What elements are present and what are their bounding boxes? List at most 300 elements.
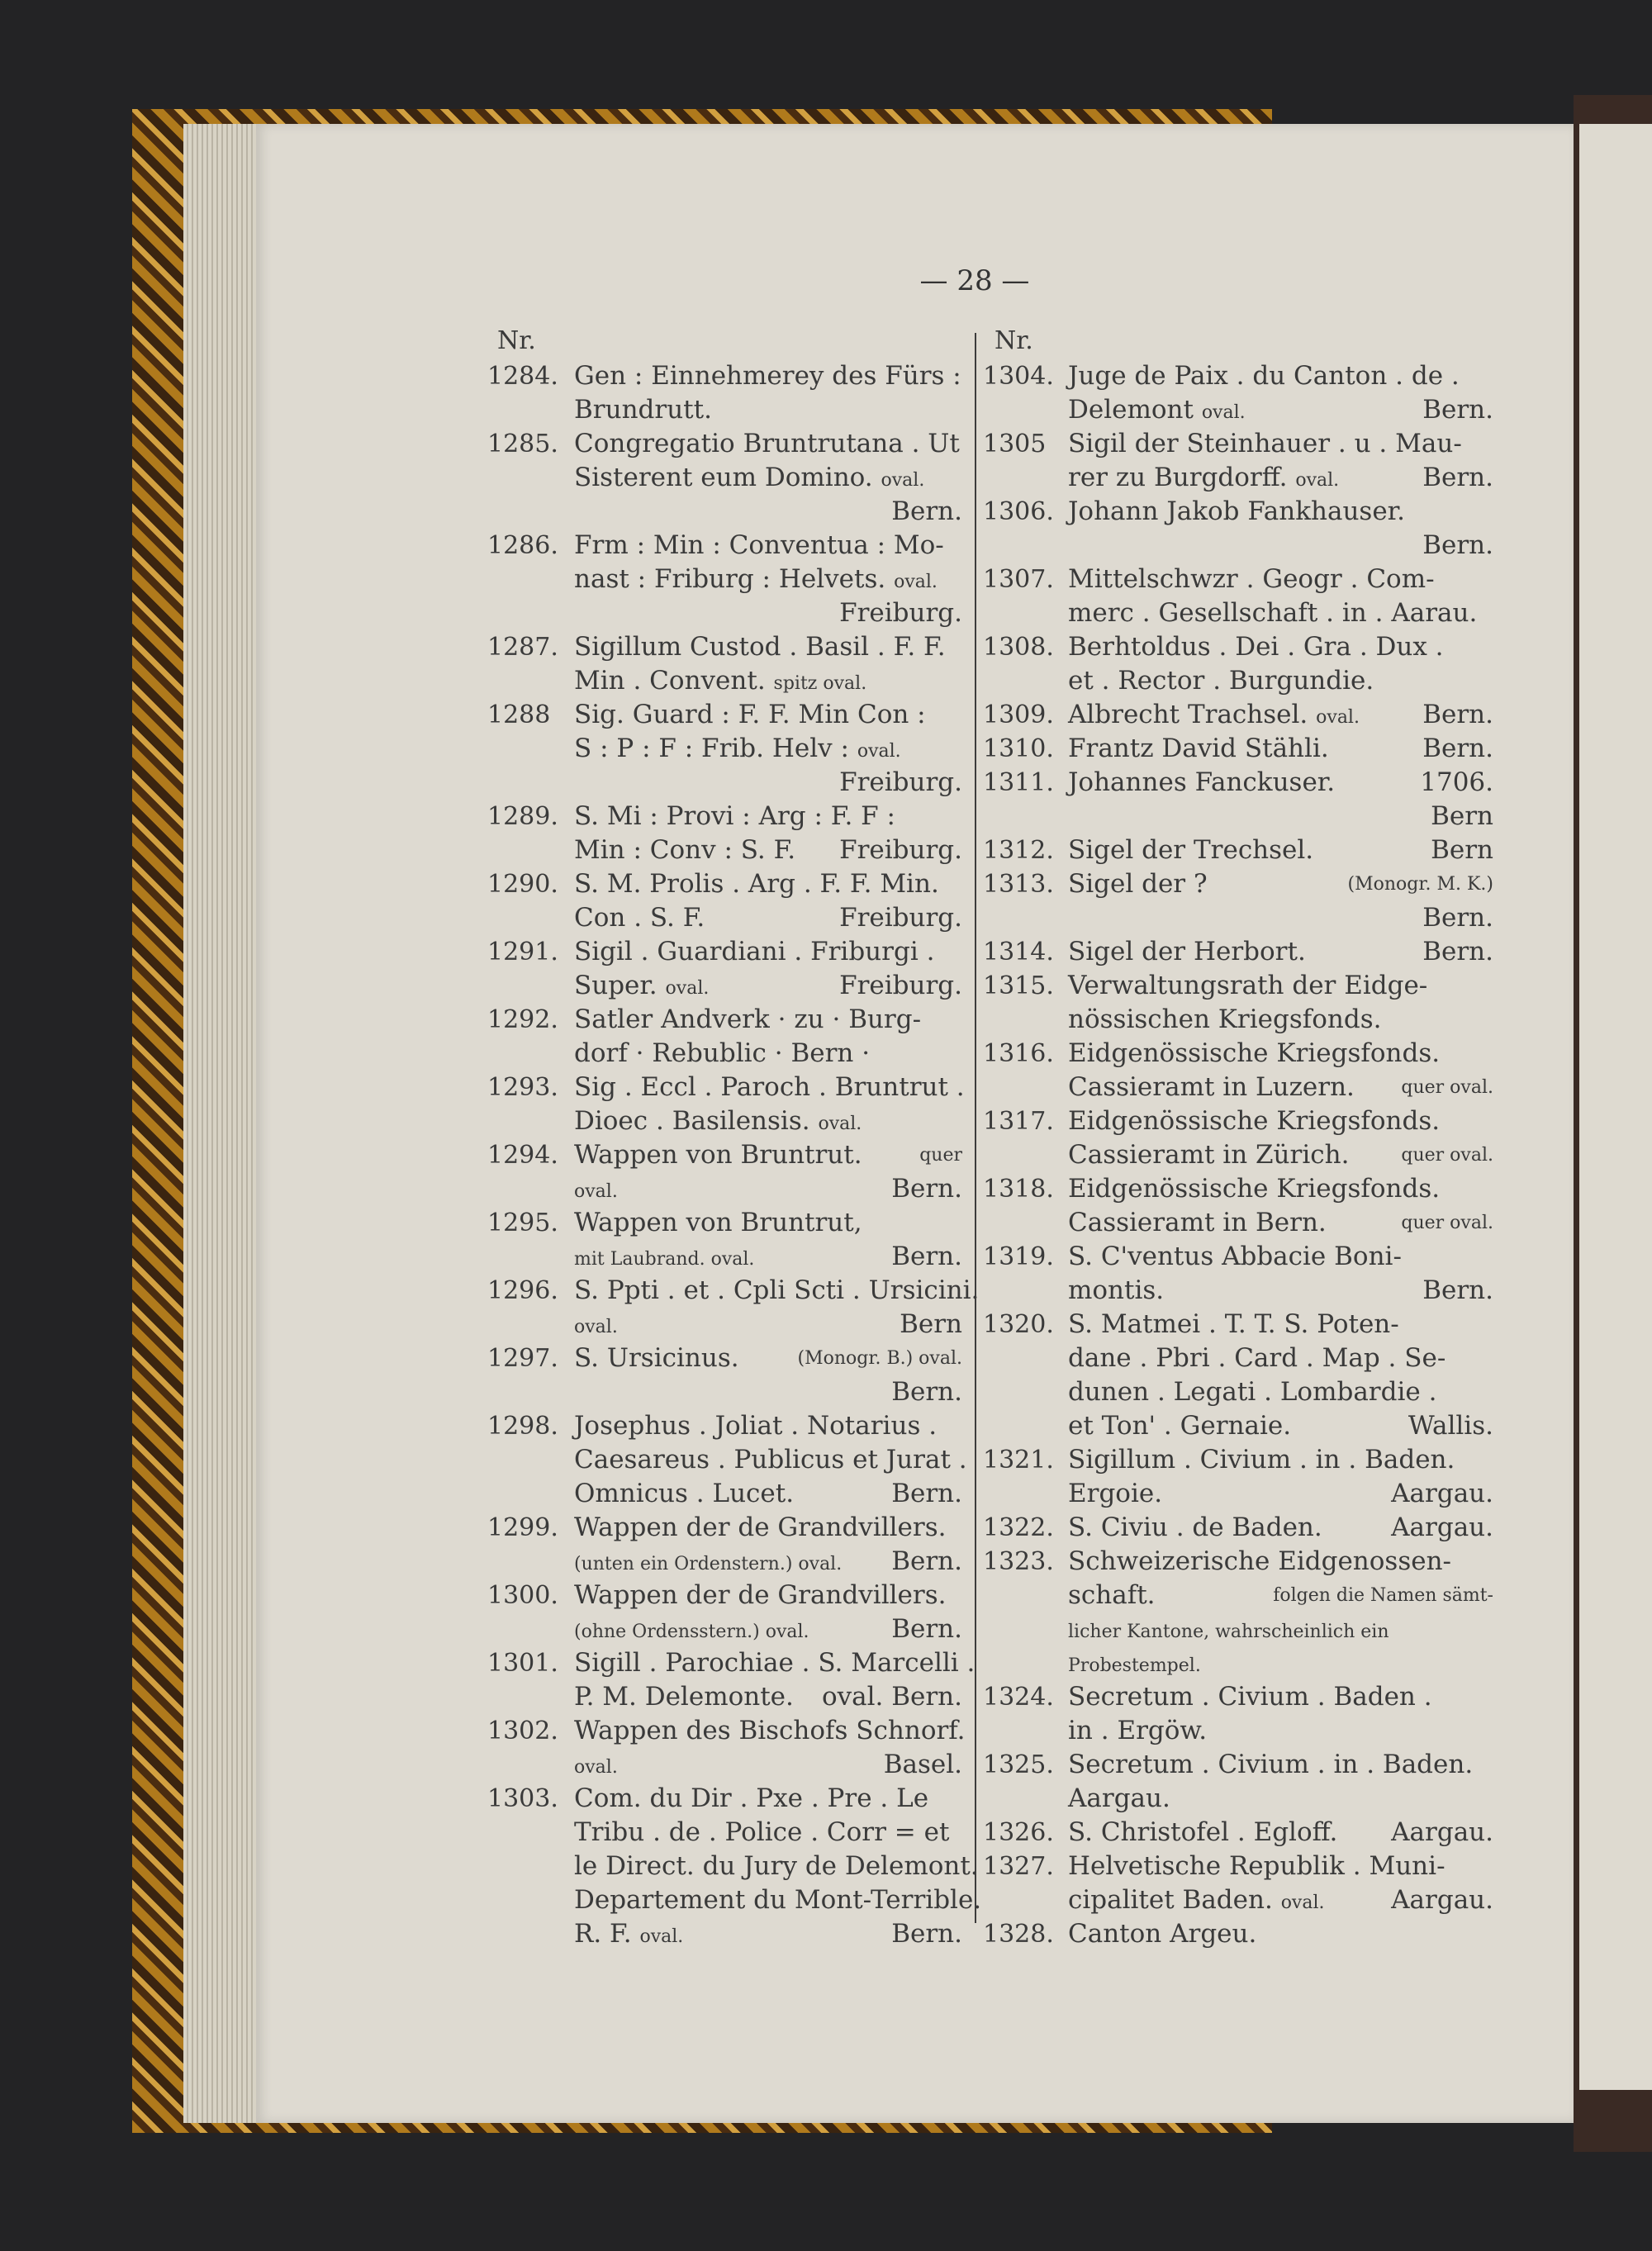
- line-note: (unten ein Ordenstern.) oval.: [574, 1554, 843, 1574]
- entry-line: [574, 1646, 976, 1680]
- catalog-entry: [965, 1917, 1568, 1951]
- line-note: quer oval.: [1401, 1213, 1493, 1233]
- entry-number: 1286.: [487, 531, 558, 560]
- entry-line: [1068, 427, 1493, 461]
- line-text: Tribu . de . Police . Corr = et: [574, 1817, 950, 1847]
- line-note: quer: [919, 1145, 962, 1166]
- catalog-entry: [965, 630, 1568, 698]
- catalog-entry: [256, 427, 975, 529]
- catalog-entry: [965, 698, 1568, 732]
- line-location: Bern.: [891, 1174, 962, 1204]
- catalog-entry: [256, 698, 975, 800]
- line-text: S. Matmei . T. T. S. Poten-: [1068, 1309, 1399, 1339]
- line-text: S. C'ventus Abbacie Boni-: [1068, 1242, 1402, 1271]
- catalog-entry: [256, 1511, 975, 1579]
- entry-line: [574, 1071, 965, 1104]
- entry-text: [1068, 427, 1493, 495]
- entry-line: [574, 1443, 967, 1477]
- entry-line: [574, 867, 962, 901]
- catalog-entry: [965, 495, 1568, 563]
- entry-line: [1068, 1308, 1493, 1342]
- entry-number: 1289.: [487, 802, 558, 831]
- entry-text: [1068, 732, 1493, 766]
- nr-header: Nr.: [995, 326, 1033, 355]
- catalog-entry: [256, 1579, 975, 1646]
- line-text: Gen : Einnehmerey des Fürs :: [574, 361, 961, 391]
- catalog-entry: [256, 867, 975, 935]
- entry-line: [1068, 1375, 1493, 1409]
- entry-text: [1068, 867, 1493, 935]
- entry-number: 1327.: [983, 1852, 1054, 1881]
- catalog-entry: [256, 800, 975, 867]
- entry-line: [1068, 1612, 1493, 1646]
- line-note: oval.: [665, 978, 710, 999]
- line-text: Wappen von Bruntrut.: [574, 1140, 862, 1170]
- line-text: dane . Pbri . Card . Map . Se-: [1068, 1343, 1446, 1373]
- line-note: folgen die Namen sämt-: [1273, 1585, 1493, 1606]
- line-text: dorf · Rebublic · Bern ·: [574, 1038, 871, 1068]
- entry-number: 1292.: [487, 1005, 558, 1034]
- entry-line: [1068, 1104, 1493, 1138]
- entry-line: [574, 800, 962, 833]
- line-text: Secretum . Civium . in . Baden.: [1068, 1750, 1474, 1779]
- entry-text: [574, 359, 962, 427]
- entry-text: [574, 1274, 980, 1342]
- entry-line: [574, 732, 962, 766]
- entry-line: [574, 1782, 962, 1816]
- entry-number: 1306.: [983, 497, 1054, 526]
- entry-number: 1299.: [487, 1513, 558, 1542]
- line-location: Aargau.: [1391, 1513, 1493, 1542]
- catalog-entry: [256, 630, 975, 698]
- entry-line: [1068, 1646, 1493, 1680]
- entry-line: [574, 1816, 962, 1850]
- entry-line: [574, 1308, 962, 1342]
- catalog-entry: [965, 969, 1568, 1037]
- entry-number: 1328.: [983, 1920, 1054, 1949]
- entry-text: [1068, 1240, 1493, 1308]
- entry-line: [574, 529, 962, 563]
- entry-text: [1068, 1680, 1493, 1748]
- line-text: Verwaltungsrath der Eidge-: [1068, 971, 1428, 1000]
- entry-line: [574, 1850, 979, 1883]
- entry-line: [1068, 1172, 1493, 1206]
- entry-line: [1068, 732, 1493, 766]
- line-text: Brundrutt.: [574, 395, 712, 425]
- entry-text: [1068, 833, 1493, 867]
- entry-number: 1287.: [487, 633, 558, 662]
- line-text: S. Civiu . de Baden.: [1068, 1513, 1322, 1542]
- entry-number: 1320.: [983, 1310, 1054, 1339]
- entry-line: [1068, 1003, 1493, 1037]
- entry-number: 1297.: [487, 1344, 558, 1373]
- catalog-entry: [256, 1646, 975, 1714]
- line-note: (ohne Ordensstern.) oval.: [574, 1622, 809, 1642]
- entry-line: [574, 495, 962, 529]
- catalog-entry: [965, 563, 1568, 630]
- entry-line: [574, 393, 962, 427]
- line-text: et . Rector . Burgundie.: [1068, 666, 1374, 696]
- entry-line: [574, 461, 962, 495]
- line-location: Bern.: [891, 1546, 962, 1576]
- line-note: Probestempel.: [1068, 1655, 1201, 1676]
- entry-line: [574, 563, 962, 596]
- entry-line: [574, 664, 962, 698]
- entry-line: [1068, 1443, 1493, 1477]
- line-location: Wallis.: [1408, 1411, 1493, 1441]
- entry-line: [1068, 1342, 1493, 1375]
- entry-line: [1068, 1206, 1493, 1240]
- line-note: oval.: [639, 1926, 684, 1947]
- entry-number: 1288: [487, 700, 551, 729]
- entry-text: [574, 800, 962, 867]
- catalog-entry: [965, 867, 1568, 935]
- line-text: Frantz David Stähli.: [1068, 734, 1329, 763]
- entry-number: 1325.: [983, 1750, 1054, 1779]
- entry-number: 1315.: [983, 971, 1054, 1000]
- line-text: Departement du Mont-Terrible.: [574, 1885, 982, 1915]
- line-location: Bern.: [1422, 734, 1493, 763]
- entry-line: [574, 1511, 962, 1545]
- line-note: spitz oval.: [773, 673, 867, 694]
- line-text: Sigel der Trechsel.: [1068, 835, 1314, 865]
- entry-text: [574, 1206, 962, 1274]
- entry-line: [574, 1477, 962, 1511]
- line-note: oval.: [1201, 402, 1246, 423]
- entry-text: [574, 1342, 962, 1409]
- line-text: Mittelschwzr . Geogr . Com-: [1068, 564, 1435, 594]
- line-text: R. F.: [574, 1919, 632, 1949]
- entry-line: [574, 596, 962, 630]
- line-text: Sisterent eum Domino.: [574, 463, 873, 492]
- line-location: Bern: [1431, 801, 1493, 831]
- entry-text: [1068, 359, 1493, 427]
- entry-line: [574, 1545, 962, 1579]
- entry-text: [1068, 698, 1493, 732]
- entry-text: [1068, 1104, 1493, 1172]
- catalog-entry: [965, 833, 1568, 867]
- line-text: Sigil der Steinhauer . u . Mau-: [1068, 429, 1462, 458]
- entry-line: [574, 1037, 962, 1071]
- entry-line: [574, 427, 962, 461]
- entry-line: [574, 1172, 962, 1206]
- line-text: Wappen der de Grandvillers.: [574, 1580, 947, 1610]
- entry-text: [574, 630, 962, 698]
- entry-text: [574, 1714, 966, 1782]
- entry-text: [574, 935, 962, 1003]
- line-text: Aargau.: [1068, 1783, 1170, 1813]
- entry-text: [574, 1409, 967, 1511]
- catalog-entry: [256, 359, 975, 427]
- entry-line: [1068, 1477, 1493, 1511]
- entry-line: [1068, 1240, 1493, 1274]
- entry-text: [574, 1782, 982, 1951]
- page-edges: [183, 124, 258, 2123]
- entry-number: 1308.: [983, 633, 1054, 662]
- line-location: Freiburg.: [839, 835, 962, 865]
- entry-text: [1068, 766, 1493, 833]
- line-text: Eidgenössische Kriegsfonds.: [1068, 1106, 1441, 1136]
- entry-line: [1068, 630, 1493, 664]
- line-text: Cassieramt in Zürich.: [1068, 1140, 1350, 1170]
- entry-line: [574, 1104, 962, 1138]
- catalog-entry: [965, 1240, 1568, 1308]
- book-page: [256, 124, 1574, 2123]
- line-text: Sigillum . Civium . in . Baden.: [1068, 1445, 1455, 1475]
- line-text: Sigil . Guardiani . Friburgi .: [574, 937, 935, 966]
- entry-line: [574, 1714, 966, 1748]
- line-location: Bern.: [891, 1614, 962, 1644]
- entry-line: [1068, 1037, 1493, 1071]
- entry-line: [574, 1680, 962, 1714]
- catalog-entry: [965, 359, 1568, 427]
- catalog-entry: [965, 766, 1568, 833]
- entry-line: [574, 1917, 962, 1951]
- line-text: Delemont: [1068, 395, 1194, 425]
- line-text: schaft.: [1068, 1580, 1156, 1610]
- entry-line: [574, 1883, 982, 1917]
- entry-text: [1068, 630, 1493, 698]
- line-location: Bern.: [891, 1479, 962, 1508]
- entry-number: 1305: [983, 430, 1047, 458]
- entry-text: [1068, 1917, 1493, 1951]
- catalog-entry: [965, 1172, 1568, 1240]
- line-text: S : P : F : Frib. Helv :: [574, 734, 849, 763]
- entry-line: [1068, 664, 1493, 698]
- entry-line: [1068, 596, 1493, 630]
- catalog-entry: [965, 1308, 1568, 1443]
- entry-number: 1290.: [487, 870, 558, 899]
- entry-line: [1068, 1511, 1493, 1545]
- line-text: Schweizerische Eidgenossen-: [1068, 1546, 1452, 1576]
- entry-number: 1284.: [487, 362, 558, 391]
- line-text: Eidgenössische Kriegsfonds.: [1068, 1174, 1441, 1204]
- entry-line: [1068, 833, 1493, 867]
- entry-text: [1068, 1748, 1493, 1816]
- entry-number: 1324.: [983, 1683, 1054, 1712]
- entry-number: 1298.: [487, 1412, 558, 1441]
- line-location: Freiburg.: [839, 971, 962, 1000]
- entry-number: 1314.: [983, 938, 1054, 966]
- line-location: Bern.: [1422, 1275, 1493, 1305]
- line-note: oval.: [818, 1114, 862, 1134]
- entry-line: [1068, 495, 1493, 529]
- entry-line: [574, 1409, 962, 1443]
- line-text: Wappen der de Grandvillers.: [574, 1513, 947, 1542]
- nr-header: Nr.: [497, 326, 536, 355]
- line-text: P. M. Delemonte.: [574, 1682, 794, 1712]
- entry-line: [1068, 800, 1493, 833]
- line-location: oval. Bern.: [821, 1682, 962, 1712]
- line-text: nast : Friburg : Helvets.: [574, 564, 886, 594]
- catalog-entry: [965, 1104, 1568, 1172]
- entry-line: [574, 1748, 962, 1782]
- line-location: Freiburg.: [839, 903, 962, 933]
- entry-line: [574, 359, 962, 393]
- entry-line: [1068, 529, 1493, 563]
- line-text: rer zu Burgdorff.: [1068, 463, 1288, 492]
- catalog-entry: [256, 1138, 975, 1206]
- entry-number: 1285.: [487, 430, 558, 458]
- entry-number: 1291.: [487, 938, 558, 966]
- line-text: Sig. Guard : F. F. Min Con :: [574, 700, 926, 729]
- entry-line: [1068, 1071, 1493, 1104]
- entry-line: [1068, 1816, 1493, 1850]
- line-location: Bern.: [1422, 530, 1493, 560]
- line-text: Wappen von Bruntrut,: [574, 1208, 862, 1237]
- entry-text: [574, 1071, 965, 1138]
- entry-text: [1068, 1816, 1493, 1850]
- entry-line: [1068, 393, 1493, 427]
- entry-line: [1068, 1579, 1493, 1612]
- line-text: Sigill . Parochiae . S. Marcelli .: [574, 1648, 976, 1678]
- line-location: Bern.: [1422, 937, 1493, 966]
- entry-line: [1068, 867, 1493, 901]
- entry-number: 1304.: [983, 362, 1054, 391]
- entry-number: 1301.: [487, 1649, 558, 1678]
- line-text: Min : Conv : S. F.: [574, 835, 796, 865]
- line-text: Sigel der Herbort.: [1068, 937, 1306, 966]
- entry-line: [574, 1003, 962, 1037]
- line-note: oval.: [894, 572, 938, 592]
- line-location: Bern.: [891, 1242, 962, 1271]
- entry-text: [574, 1138, 962, 1206]
- entry-line: [574, 1375, 962, 1409]
- catalog-entry: [965, 1511, 1568, 1545]
- entry-number: 1295.: [487, 1209, 558, 1237]
- line-note: oval.: [1295, 470, 1340, 491]
- line-note: quer oval.: [1401, 1145, 1493, 1166]
- line-text: Sigillum Custod . Basil . F. F.: [574, 632, 946, 662]
- line-text: et Ton' . Gernaie.: [1068, 1411, 1292, 1441]
- catalog-entry: [256, 1274, 980, 1342]
- entry-line: [1068, 1138, 1493, 1172]
- entry-line: [1068, 1409, 1493, 1443]
- line-text: Satler Andverk · zu · Burg-: [574, 1004, 922, 1034]
- entry-text: [574, 1646, 976, 1714]
- entry-number: 1318.: [983, 1175, 1054, 1204]
- catalog-entry: [256, 1714, 975, 1782]
- entry-number: 1313.: [983, 870, 1054, 899]
- entry-text: [574, 698, 962, 800]
- entry-text: [1068, 969, 1493, 1037]
- entry-line: [1068, 1782, 1493, 1816]
- entry-text: [1068, 1037, 1493, 1104]
- line-text: Caesareus . Publicus et Jurat .: [574, 1445, 967, 1475]
- line-text: Josephus . Joliat . Notarius .: [574, 1411, 938, 1441]
- entry-line: [574, 1138, 962, 1172]
- line-text: Frm : Min : Conventua : Mo-: [574, 530, 944, 560]
- catalog-entry: [965, 1037, 1568, 1104]
- line-text: Cassieramt in Bern.: [1068, 1208, 1327, 1237]
- entry-number: 1312.: [983, 836, 1054, 865]
- line-text: montis.: [1068, 1275, 1165, 1305]
- line-text: S. Mi : Provi : Arg : F. F :: [574, 801, 895, 831]
- page-number: — 28 —: [919, 264, 1030, 297]
- line-text: Dioec . Basilensis.: [574, 1106, 810, 1136]
- line-text: Secretum . Civium . Baden .: [1068, 1682, 1432, 1712]
- entry-line: [574, 1579, 962, 1612]
- entry-number: 1310.: [983, 734, 1054, 763]
- line-text: Cassieramt in Luzern.: [1068, 1072, 1355, 1102]
- entry-line: [1068, 766, 1493, 800]
- entry-line: [1068, 359, 1493, 393]
- entry-line: [1068, 1917, 1493, 1951]
- line-location: Basel.: [883, 1750, 962, 1779]
- entry-number: 1322.: [983, 1513, 1054, 1542]
- entry-line: [574, 630, 962, 664]
- catalog-entry: [256, 529, 975, 630]
- entry-number: 1309.: [983, 700, 1054, 729]
- line-note: oval.: [857, 741, 901, 762]
- line-text: S. Christofel . Egloff.: [1068, 1817, 1338, 1847]
- line-text: Ergoie.: [1068, 1479, 1163, 1508]
- line-text: Johann Jakob Fankhauser.: [1068, 496, 1405, 526]
- line-text: nössischen Kriegsfonds.: [1068, 1004, 1382, 1034]
- entry-line: [574, 833, 962, 867]
- catalog-entry: [965, 1748, 1568, 1816]
- catalog-entry: [965, 1545, 1568, 1680]
- entry-text: [1068, 1172, 1493, 1240]
- catalog-entry: [256, 1003, 975, 1071]
- entry-text: [574, 1003, 962, 1071]
- line-location: Bern.: [891, 496, 962, 526]
- line-note: (Monogr. B.) oval.: [797, 1348, 962, 1369]
- line-location: Bern.: [891, 1919, 962, 1949]
- entry-number: 1302.: [487, 1717, 558, 1745]
- entry-text: [1068, 1443, 1493, 1511]
- line-note: oval.: [574, 1181, 618, 1202]
- entry-text: [574, 867, 962, 935]
- line-text: Sig . Eccl . Paroch . Bruntrut .: [574, 1072, 965, 1102]
- entry-number: 1317.: [983, 1107, 1054, 1136]
- line-location: Freiburg.: [839, 767, 962, 797]
- line-note: oval.: [1280, 1892, 1325, 1913]
- catalog-entry: [256, 1206, 975, 1274]
- entry-line: [574, 1342, 962, 1375]
- entry-line: [574, 766, 962, 800]
- entry-text: [1068, 1850, 1493, 1917]
- entry-line: [1068, 1274, 1493, 1308]
- catalog-entry: [256, 1071, 975, 1138]
- line-text: Eidgenössische Kriegsfonds.: [1068, 1038, 1441, 1068]
- entry-line: [574, 1240, 962, 1274]
- line-note: quer oval.: [1401, 1077, 1493, 1098]
- catalog-entry: [965, 1443, 1568, 1511]
- entry-text: [1068, 1308, 1493, 1443]
- entry-text: [1068, 495, 1493, 563]
- line-location: Bern.: [1422, 700, 1493, 729]
- catalog-entry: [965, 732, 1568, 766]
- entry-line: [1068, 969, 1493, 1003]
- line-note: oval.: [1316, 707, 1360, 728]
- line-location: Bern.: [891, 1377, 962, 1407]
- entry-line: [1068, 901, 1493, 935]
- entry-number: 1321.: [983, 1446, 1054, 1475]
- line-location: Bern.: [1422, 463, 1493, 492]
- entry-list: [256, 359, 982, 1951]
- line-location: Freiburg.: [839, 598, 962, 628]
- line-text: Juge de Paix . du Canton . de .: [1068, 361, 1460, 391]
- catalog-entry: [256, 1409, 975, 1511]
- catalog-entry: [965, 1850, 1568, 1917]
- entry-number: 1316.: [983, 1039, 1054, 1068]
- entry-line: [1068, 1545, 1493, 1579]
- line-text: in . Ergöw.: [1068, 1716, 1208, 1745]
- entry-line: [1068, 563, 1493, 596]
- entry-line: [1068, 461, 1493, 495]
- line-text: Omnicus . Lucet.: [574, 1479, 795, 1508]
